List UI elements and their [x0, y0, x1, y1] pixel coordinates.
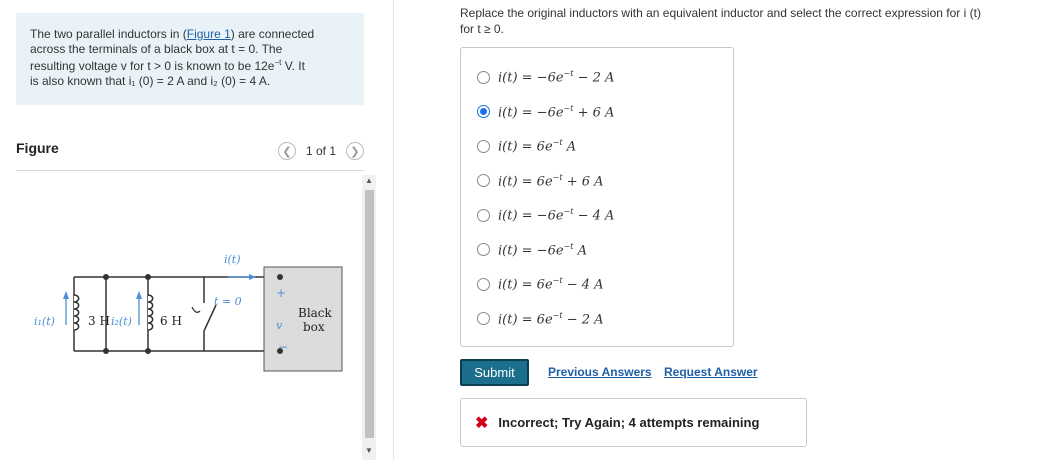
i1-arrowhead [63, 291, 69, 299]
option-rhs: − 2 A [573, 70, 615, 86]
radio-button[interactable] [477, 140, 490, 153]
option-exponent: −t [552, 310, 563, 320]
i-arrowhead [249, 274, 256, 280]
minus-sign: − [278, 340, 289, 354]
answer-option[interactable] [477, 104, 614, 120]
option-exponent: −t [563, 103, 574, 113]
answer-option[interactable] [477, 138, 576, 154]
request-answer-link[interactable]: Request Answer [664, 365, 758, 379]
i1-label: i₁(t) [34, 315, 55, 328]
question-line: for t ≥ 0. [460, 22, 504, 36]
answer-option[interactable] [477, 207, 614, 223]
option-label [498, 173, 604, 189]
answer-option[interactable] [477, 276, 604, 292]
option-label [498, 138, 576, 154]
answer-option[interactable] [477, 311, 604, 327]
option-label [498, 69, 614, 85]
option-lhs: i(t) = 6e [498, 139, 553, 155]
v-label: v [276, 319, 283, 332]
feedback-message [460, 398, 807, 447]
x-icon: ✖ [475, 414, 489, 432]
scroll-up-icon[interactable]: ▲ [365, 176, 373, 185]
radio-button[interactable] [477, 71, 490, 84]
answer-option[interactable] [477, 69, 614, 85]
option-label [498, 276, 604, 292]
option-label [498, 207, 614, 223]
panel-divider [393, 0, 394, 460]
problem-text: is also known that i₁ (0) = 2 A and i₂ (0) = 4 A. [30, 73, 271, 88]
option-exponent: −t [552, 138, 563, 147]
option-rhs: A [573, 242, 587, 258]
problem-text: ) are connected [230, 27, 315, 41]
question-line: Replace the original inductors with an equivalent inductor and select the correct expression for i (t) [460, 6, 981, 20]
problem-text: V. It [281, 59, 305, 73]
option-rhs: − 4 A [562, 277, 604, 293]
i2-arrowhead [136, 291, 142, 299]
option-rhs: − 4 A [573, 208, 615, 224]
radio-button[interactable] [477, 278, 490, 291]
submit-button[interactable]: Submit [460, 359, 529, 386]
switch-arc [192, 307, 200, 312]
switch-blade [204, 305, 216, 331]
inductor-2-coil [148, 295, 153, 330]
right-panel [460, 0, 1050, 460]
radio-button[interactable] [477, 105, 490, 118]
radio-button[interactable] [477, 209, 490, 222]
l1-label: 3 H [88, 314, 110, 328]
l2-label: 6 H [160, 314, 182, 328]
option-rhs: + 6 A [562, 173, 604, 189]
option-rhs: A [562, 139, 577, 155]
pager-text: 1 of 1 [306, 144, 337, 158]
feedback-text: Incorrect; Try Again; 4 attempts remaining [498, 415, 760, 430]
divider [16, 170, 364, 171]
i-label: i(t) [224, 253, 241, 266]
option-lhs: i(t) = −6e [498, 70, 564, 86]
inductor-1-coil [74, 295, 79, 330]
answer-options [460, 47, 734, 347]
radio-button[interactable] [477, 243, 490, 256]
radio-button[interactable] [477, 312, 490, 325]
problem-text: The two parallel inductors in ( [30, 27, 187, 41]
question-text [460, 5, 1045, 37]
switch-label: t = 0 [214, 295, 242, 308]
node-dot [145, 348, 151, 354]
scroll-down-icon[interactable]: ▼ [365, 446, 373, 455]
scrollbar-thumb[interactable] [365, 190, 374, 438]
circuit-figure [16, 173, 361, 460]
figure-link[interactable]: Figure 1 [186, 27, 231, 41]
option-label [498, 242, 587, 258]
option-exponent: −t [552, 276, 563, 285]
circuit-diagram [16, 173, 361, 460]
previous-answers-link[interactable]: Previous Answers [548, 365, 652, 379]
terminal-dot [277, 274, 283, 280]
option-lhs: i(t) = −6e [498, 208, 564, 224]
option-lhs: i(t) = −6e [498, 242, 564, 258]
radio-button[interactable] [477, 174, 490, 187]
option-exponent: −t [563, 69, 574, 78]
figure-title: Figure [16, 140, 59, 156]
option-exponent: −t [552, 172, 563, 182]
answer-option[interactable] [477, 242, 587, 258]
option-label [498, 104, 614, 120]
problem-exponent: −t [274, 58, 282, 67]
option-exponent: −t [563, 241, 574, 251]
option-rhs: − 2 A [562, 311, 604, 327]
chevron-right-icon[interactable]: ❯ [346, 142, 364, 160]
option-lhs: i(t) = 6e [498, 311, 553, 327]
figure-pager [278, 142, 364, 160]
option-label [498, 311, 604, 327]
option-lhs: i(t) = 6e [498, 173, 553, 189]
problem-text: across the terminals of a black box at t = 0. The [30, 41, 283, 56]
black-box-label: Black [298, 306, 332, 320]
option-rhs: + 6 A [573, 104, 615, 120]
node-dot [145, 274, 151, 280]
black-box-label: box [303, 320, 325, 334]
chevron-left-icon[interactable]: ❮ [278, 142, 296, 160]
option-lhs: i(t) = 6e [498, 277, 553, 293]
problem-text: resulting voltage v for t > 0 is known to be 12e [30, 59, 275, 73]
plus-sign: + [276, 286, 287, 300]
problem-statement [16, 13, 364, 105]
answer-option[interactable] [477, 173, 604, 189]
i2-label: i₂(t) [111, 315, 132, 328]
left-panel [16, 0, 379, 460]
option-lhs: i(t) = −6e [498, 104, 564, 120]
option-exponent: −t [563, 207, 574, 216]
